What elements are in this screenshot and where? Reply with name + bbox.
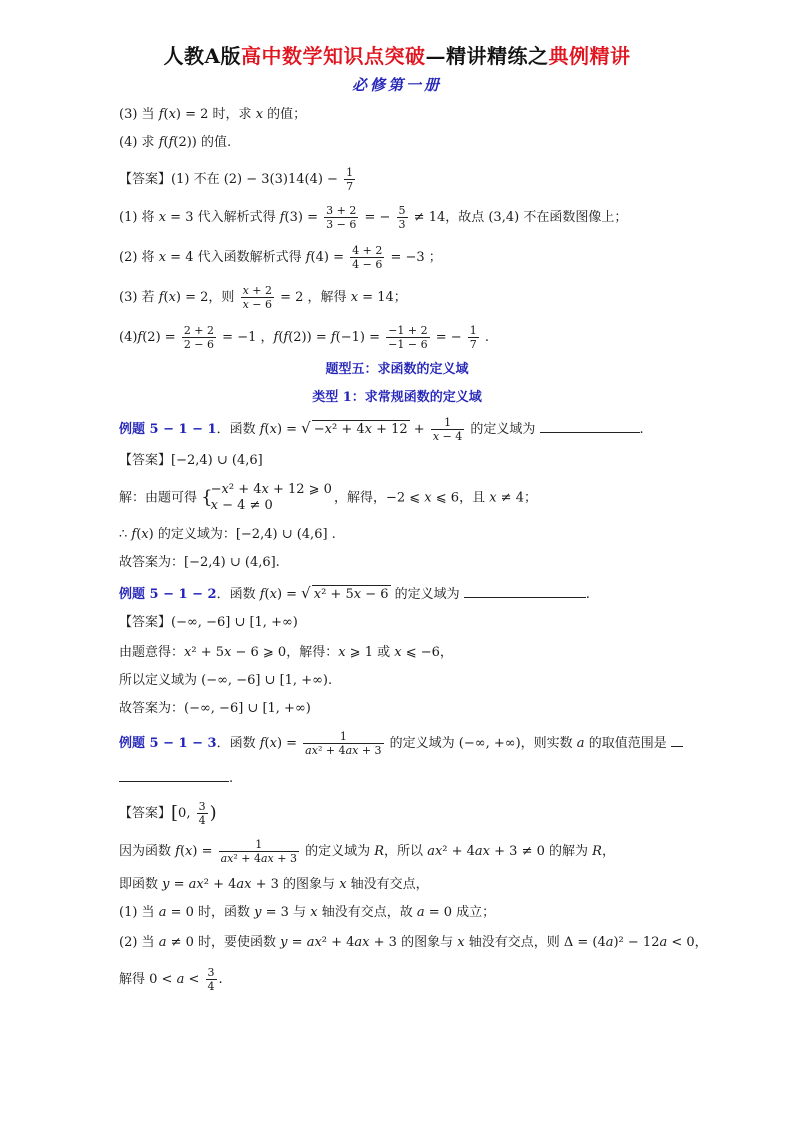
example-5-1-3-blank: . [119, 770, 233, 788]
answer-5-1-1: 【答案】[−2,4) ∪ (4,6] [119, 453, 263, 468]
solution-4: (4)f(2) = $\frac{2 + 2}{2 - 6}$ = −1 ，f(f(2)) = f(−1) = $\frac{-1 + 2}{-1 - 6}$ = − $\frac{1}{7}$ . [119, 324, 490, 351]
example-5-1-2: 例题 5 − 1 − 2．函数 f(x) = √ x² + 5x − 6 的定义域为 . [119, 584, 590, 602]
page-subtitle: 必修第一册 [351, 76, 442, 94]
final-5-1-2: 故答案为：(−∞, −6] ∪ [1, +∞) [119, 701, 311, 716]
solution-5-1-3-d: (2) 当 a ≠ 0 时，要使函数 y = ax² + 4ax + 3 的图象与 x 轴没有交点，则 Δ = (4a)² − 12a < 0， [119, 935, 708, 950]
subsection-title: 类型 1：求常规函数的定义域 [312, 390, 482, 405]
answer-5-1-2: 【答案】(−∞, −6] ∪ [1, +∞) [119, 615, 298, 630]
page-header: 人教A版高中数学知识点突破—精讲精练之典例精讲 [163, 44, 631, 68]
example-5-1-3: 例题 5 − 1 − 3．函数 f(x) = $\frac{1}{\text{ax² + 4ax + 3}}$ 的定义域为 (−∞, +∞)，则实数 a 的取值范围是 [119, 730, 683, 757]
question-line-4: (4) 求 f(f(2)) 的值. [119, 135, 232, 150]
section-title: 题型五：求函数的定义域 [325, 362, 469, 377]
solution-5-1-1: 解：由题可得 {−x² + 4x + 12 ⩾ 0 x − 4 ≠ 0 ，解得，−2 ⩽ x ⩽ 6，且 x ≠ 4； [119, 482, 537, 513]
example-5-1-1: 例题 5 − 1 − 1．函数 f(x) = √ −x² + 4x + 12 + $\frac{1}{x - 4}$ 的定义域为 . [119, 416, 644, 443]
final-5-1-1: 故答案为：[−2,4) ∪ (4,6]. [119, 555, 280, 570]
solution-5-1-3-b: 即函数 y = ax² + 4ax + 3 的图象与 x 轴没有交点， [119, 877, 429, 892]
conclusion-5-1-1: ∴ f(x) 的定义域为：[−2,4) ∪ (4,6] . [119, 527, 336, 542]
domain-5-1-2: 所以定义域为 (−∞, −6] ∪ [1, +∞). [119, 673, 333, 688]
solution-1: (1) 将 x = 3 代入解析式得 f(3) = $\frac{3 + 2}{3 - 6}$ = − $\frac{5}{3}$ ≠ 14，故点 (3,4) 不在函数图像上； [119, 204, 628, 231]
solution-5-1-3-e: 解得 0 < a < $\frac{3}{4}$ . [119, 966, 223, 993]
solution-3: (3) 若 f(x) = 2，则 $\frac{x + 2}{x - 6}$ = 2 ，解得 x = 14； [119, 284, 407, 311]
solution-2: (2) 将 x = 4 代入函数解析式得 f(4) = $\frac{4 + 2}{4 - 6}$ = −3 ； [119, 244, 442, 271]
solution-5-1-3-c: (1) 当 a = 0 时，函数 y = 3 与 x 轴没有交点，故 a = 0 成立； [119, 905, 496, 920]
question-line-3: (3) 当 f(x) = 2 时，求 x 的值； [119, 107, 307, 122]
solution-5-1-3-a: 因为函数 f(x) = $\frac{1}{\text{ax² + 4ax + 3}}$ 的定义域为 R，所以 ax² + 4ax + 3 ≠ 0 的解为 R， [119, 838, 615, 865]
answer-line: 【答案】(1) 不在 (2) − 3(3)14(4) − $\frac{1}{7}$ [119, 166, 354, 193]
solution-5-1-2: 由题意得：x² + 5x − 6 ⩾ 0，解得：x ⩾ 1 或 x ⩽ −6， [119, 645, 453, 660]
answer-5-1-3: 【答案】[0, $\frac{3}{4}$ ) [119, 800, 217, 827]
